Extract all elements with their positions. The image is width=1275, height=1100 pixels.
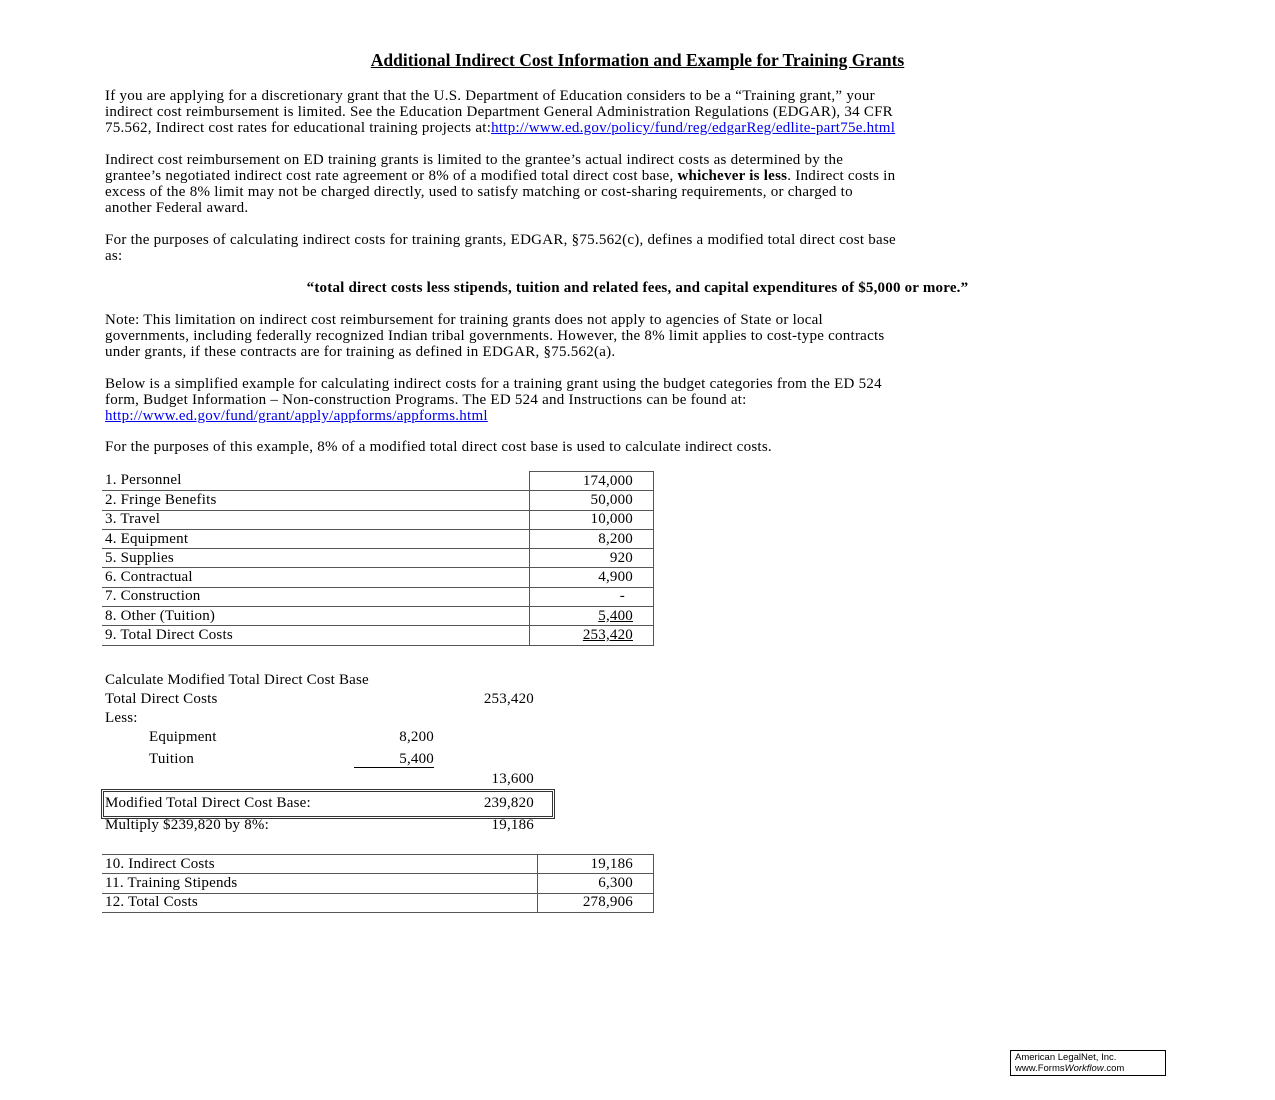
table-row [102,893,654,912]
text-line: under grants, if these contracts are for training as defined in EDGAR, §75.562(a). [105,344,616,360]
row-label: 5. Supplies [102,549,530,568]
table-row [102,607,654,626]
text-line: form, Budget Information – Non-construction Programs. The ED 524 and Instructions can be found at: [105,392,747,408]
text-line: another Federal award. [105,200,249,216]
text-line [105,120,1185,136]
example-paragraph [105,376,1185,424]
row-value: 19,186 [538,855,654,874]
row-label: 4. Equipment [102,529,530,548]
text: www.Forms [1015,1063,1065,1074]
mtdc-value: 239,820 [483,795,534,811]
edgar-link[interactable]: http://www.ed.gov/policy/fund/reg/edgarReg/edlite-part75e.html [491,120,896,136]
text-line: For the purposes of calculating indirect costs for training grants, EDGAR, §75.562(c), defines a modified total direct cost base [105,232,896,248]
stamp-line: American LegalNet, Inc. [1015,1052,1117,1063]
text: 75.562, Indirect cost rates for educational training projects at: [105,120,492,136]
totals-table [102,854,654,913]
text: .com [1103,1063,1125,1074]
text-line: as: [105,248,123,264]
less-label: Less: [105,710,138,726]
row-label: 7. Construction [102,587,530,606]
table-row [102,874,654,893]
row-value: 10,000 [530,510,654,529]
tdc-value: 253,420 [483,691,534,707]
row-value: 8,200 [530,529,654,548]
row-value: 174,000 [530,472,654,491]
bold-text: whichever is less [677,168,788,184]
multiply-label: Multiply $239,820 by 8%: [105,817,269,833]
table-row [102,626,654,645]
table-row [102,529,654,548]
row-label: 3. Travel [102,510,530,529]
row-label: 1. Personnel [102,472,530,491]
row-label: 2. Fringe Benefits [102,491,530,510]
text-line [105,408,1185,424]
stamp-line [1015,1063,1165,1074]
text: grantee’s negotiated indirect cost rate agreement or 8% of a modified total direct cost base, [105,168,678,184]
equipment-label: Equipment [149,729,217,745]
row-value: 4,900 [530,568,654,587]
row-label: 9. Total Direct Costs [102,626,530,645]
text: Workflow [1064,1063,1104,1074]
definition-paragraph [105,232,1185,264]
text-line: Indirect cost reimbursement on ED training grants is limited to the grantee’s actual indirect costs as determined by the [105,152,844,168]
table-row [102,491,654,510]
tuition-value: 5,400 [354,751,434,768]
table-row [102,549,654,568]
row-value: 278,906 [538,893,654,912]
value-text: 253,420 [582,627,633,644]
text: . Indirect costs in [787,168,896,184]
row-label: 10. Indirect Costs [102,855,538,874]
legalnet-stamp [1010,1050,1166,1076]
mtdc-label: Modified Total Direct Cost Base: [105,795,311,811]
row-value: 50,000 [530,491,654,510]
row-value: 920 [530,549,654,568]
text-line: excess of the 8% limit may not be charged directly, used to satisfy matching or cost-sharing requirements, or charged to [105,184,853,200]
multiply-value: 19,186 [491,817,534,833]
text-line: governments, including federally recognized Indian tribal governments. However, the 8% limit applies to cost-type contracts [105,328,885,344]
page-title: Additional Indirect Cost Information and Example for Training Grants [370,50,905,70]
text-line: Note: This limitation on indirect cost reimbursement for training grants does not apply to agencies of State or local [105,312,823,328]
text-line: If you are applying for a discretionary grant that the U.S. Department of Education considers to be a “Training grant,” your [105,88,875,104]
row-value [530,626,654,645]
equipment-value: 8,200 [399,729,434,745]
value-text: 5,400 [598,607,633,624]
row-label: 8. Other (Tuition) [102,607,530,626]
row-value: 6,300 [538,874,654,893]
tdc-label: Total Direct Costs [105,691,218,707]
intro-paragraph [105,88,1185,136]
row-label: 11. Training Stipends [102,874,538,893]
calc-heading: Calculate Modified Total Direct Cost Base [105,672,369,688]
table-row [102,472,654,491]
table-row [102,587,654,606]
budget-table [102,471,654,646]
tuition-label: Tuition [149,751,195,767]
appforms-link[interactable]: http://www.ed.gov/fund/grant/apply/appforms/appforms.html [105,408,488,424]
text-line [105,168,1185,184]
table-row [102,855,654,874]
text-line: indirect cost reimbursement is limited. See the Education Department General Administration Regulations (EDGAR), 34 CFR [105,104,893,120]
limit-paragraph [105,152,1185,216]
subtotal-value: 13,600 [491,771,534,787]
rate-paragraph: For the purposes of this example, 8% of a modified total direct cost base is used to calculate indirect costs. [105,439,772,455]
row-label: 12. Total Costs [102,893,538,912]
definition-quote: “total direct costs less stipends, tuition and related fees, and capital expenditures of $5,000 or more.” [306,280,969,296]
text-line: Below is a simplified example for calculating indirect costs for a training grant using the budget categories from the ED 524 [105,376,882,392]
row-value [530,607,654,626]
row-value: - [530,587,654,606]
note-paragraph [105,312,1185,360]
table-row [102,568,654,587]
row-label: 6. Contractual [102,568,530,587]
table-row [102,510,654,529]
